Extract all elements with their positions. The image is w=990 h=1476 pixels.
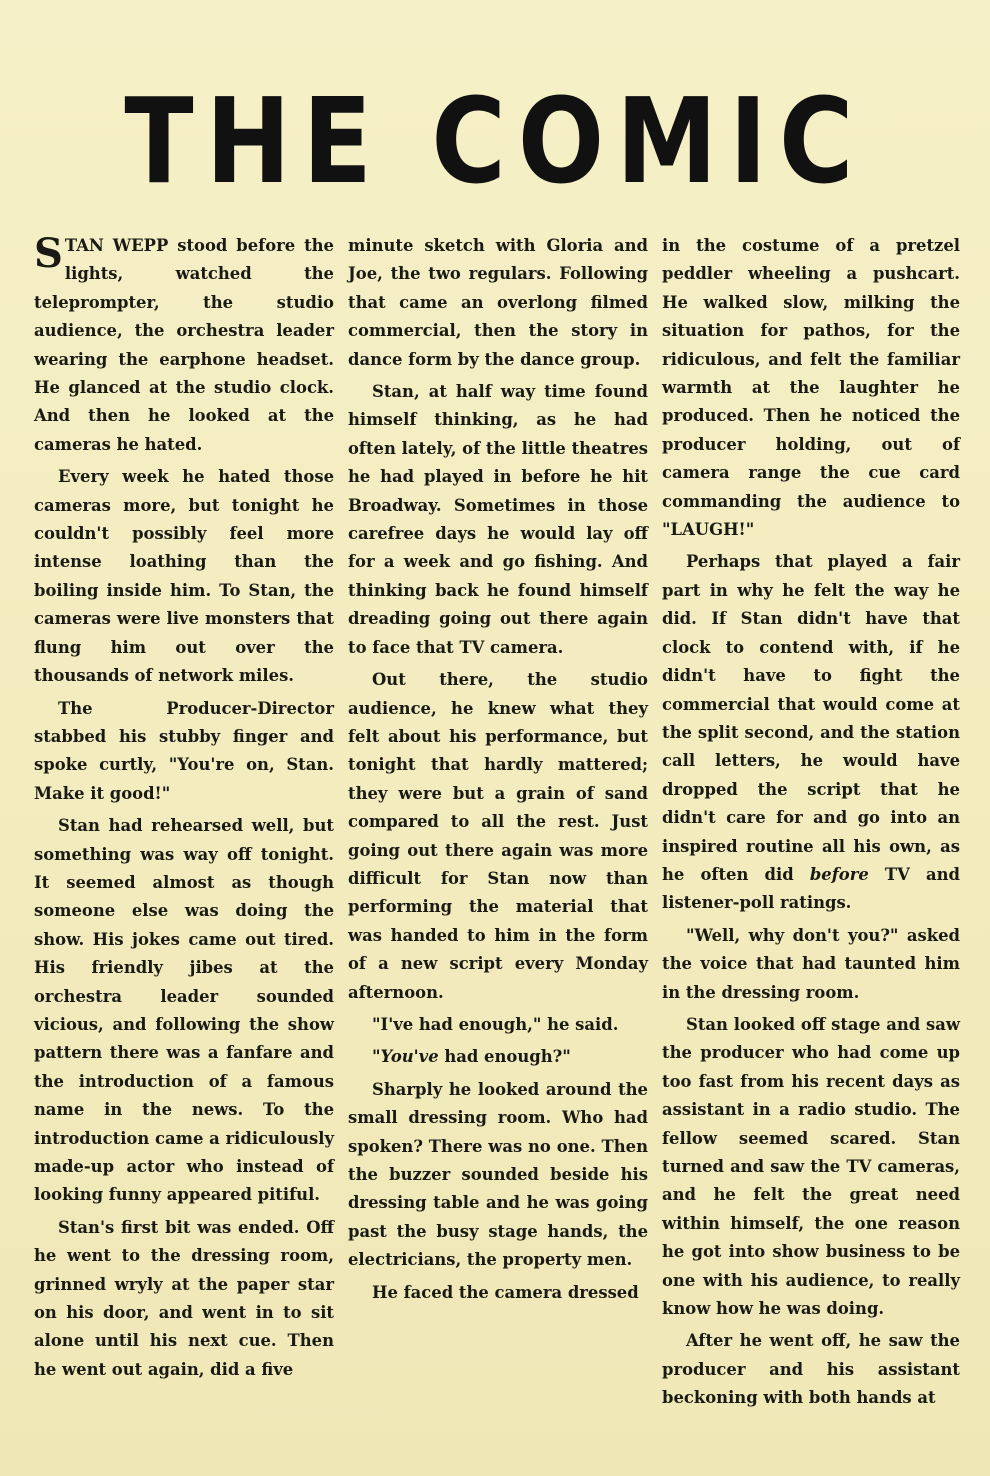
paragraph: Out there, the studio audience, he knew what they felt about his performance, but tonight that hardly mattered; they were but a grain of sand compared to all the rest. Just going out there again was more difficult for Stan now than performing the material that was handed to him in the form of a new script every Monday afternoon. (348, 670, 648, 1002)
paragraph: "Well, why don't you?" asked the voice that had taunted him in the dressing room. (662, 925, 960, 1002)
paragraph (662, 548, 960, 917)
paragraph: Stan's first bit was ended. Off he went to the dressing room, grinned wryly at the paper star on his door, and went in to sit alone until his next cue. Then he went out again, did a five (34, 1217, 334, 1379)
paragraph (34, 232, 334, 459)
drop-cap: S (34, 230, 63, 277)
paragraph: in the costume of a pretzel peddler wheeling a pushcart. He walked slow, milking the situation for pathos, for the ridiculous, and felt the familiar warmth at the laughter he produced. Then he noticed the producer holding, out of camera range the cue card commanding the audience to "LAUGH!" (662, 236, 960, 540)
paragraph: "I've had enough," he said. (372, 1014, 619, 1034)
text-column-2 (348, 232, 648, 1311)
italic-text: before (809, 864, 869, 884)
text-column-1 (34, 232, 334, 1388)
paragraph-text: Perhaps that played a fair part in why he felt the way he did. If Stan didn't have that clock to contend with, if he didn't have to fight the commercial that would come at the split second, and the station call letters, he would have dropped the script that he didn't care for and go into an inspired routine all his own, as he often did (662, 552, 960, 884)
paragraph (348, 1043, 648, 1071)
paragraph: Stan had rehearsed well, but something was way off tonight. It seemed almost as though someone else was doing the show. His jokes came out tired. His friendly jibes at the orchestra leader sounded vicious, and following the show pattern there was a fanfare and the introduction of a famous name in the news. To the introduction came a ridiculously made-up actor who instead of looking funny appeared pitiful. (34, 816, 334, 1205)
paragraph: He faced the camera dressed (372, 1282, 639, 1302)
paragraph: After he went off, he saw the producer and his assistant beckoning with both hands at (662, 1331, 960, 1408)
lead-caps: TAN WEPP (64, 236, 169, 255)
paragraph-text: TV and listener-poll ratings. (662, 864, 960, 913)
paragraph-text: stood before the lights, watched the teleprompter, the studio audience, the orchestra leader wearing the earphone headset. He glanced at the studio clock. And then he looked at the cameras he hated. (34, 236, 334, 454)
paragraph: Sharply he looked around the small dressing room. Who had spoken? There was no one. Then the buzzer sounded beside his dressing table and he was going past the busy stage hands, the electricians, the property men. (348, 1079, 648, 1270)
paragraph: minute sketch with Gloria and Joe, the two regulars. Following that came an overlong filmed commercial, then the story in dance form by the dance group. (348, 236, 648, 369)
paragraph-text: had enough?" (438, 1047, 571, 1067)
page-title: THE COMIC (124, 72, 866, 210)
paragraph: Stan looked off stage and saw the producer who had come up too fast from his recent days as assistant in a radio studio. The fellow seemed scared. Stan turned and saw the TV cameras, and he felt the great need within himself, the one reason he got into show business to be one with his audience, to really know how he was doing. (662, 1014, 960, 1319)
italic-text: "You've (372, 1047, 439, 1067)
text-column-3 (662, 232, 960, 1417)
paragraph: Every week he hated those cameras more, but tonight he couldn't possibly feel more intense loathing than the boiling inside him. To Stan, the cameras were live monsters that flung him out over the thousands of network miles. (34, 467, 334, 686)
paragraph: Stan, at half way time found himself thinking, as he had often lately, of the little theatres he had played in before he hit Broadway. Sometimes in those carefree days he would lay off for a week and go fishing. And thinking back he found himself dreading going out there again to face that TV camera. (348, 382, 648, 657)
paragraph: The Producer-Director stabbed his stubby finger and spoke curtly, "You're on, Stan. Make it good!" (34, 698, 334, 803)
